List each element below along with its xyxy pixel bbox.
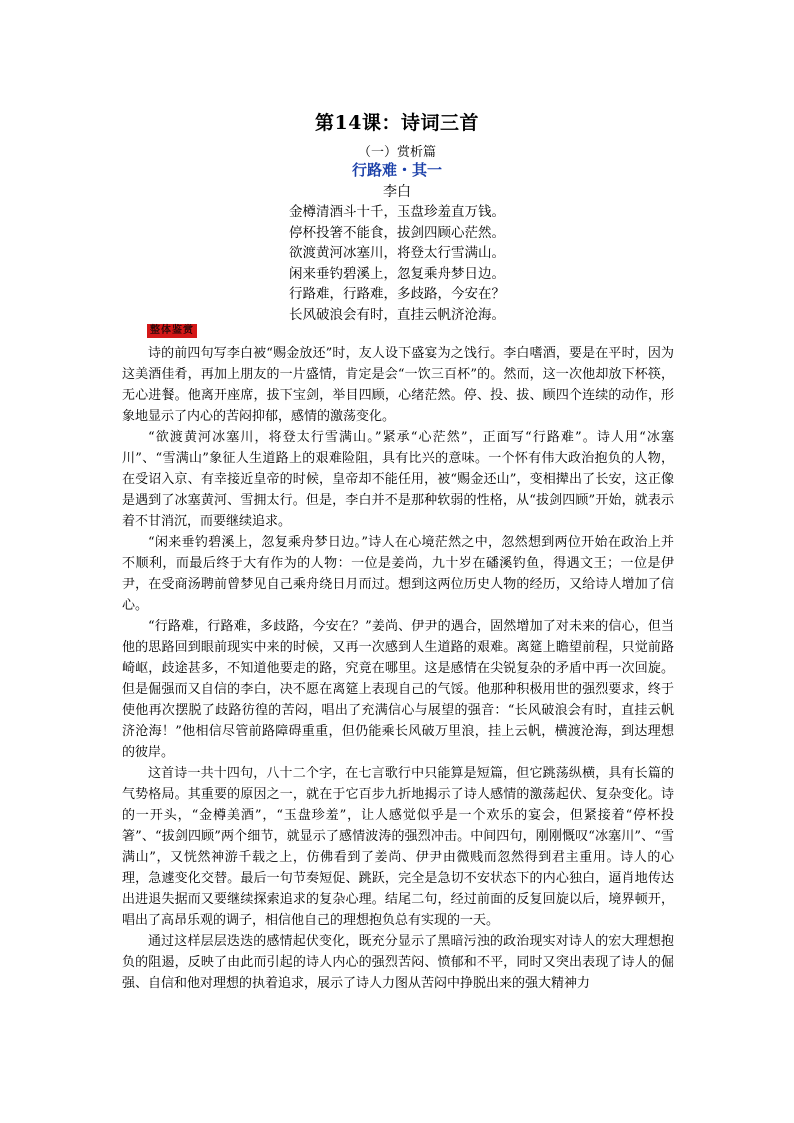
- section-tag: 整体鉴赏: [147, 324, 197, 338]
- poem-author: 李白: [383, 184, 411, 200]
- analysis-paragraph: 这首诗一共十四句，八十二个字，在七言歌行中只能算是短篇，但它跳荡纵横，具有长篇的气势格局。其重要的原因之一，就在于它百步九折地揭示了诗人感情的激荡起伏、复杂变化。诗的一开头，“金樽美酒”，“玉盘珍羞”，让人感觉似乎是一个欢乐的宴会，但紧接着“停杯投箸”、“拔剑四顾”两个细节，就显示了感情波涛的强烈冲击。中间四句，刚刚慨叹“冰塞川”、“雪满山”，又恍然神游千载之上，仿佛看到了姜尚、伊尹由微贱而忽然得到君主重用。诗人的心理，急遽变化交替。最后一句节奏短促、跳跃，完全是急切不安状态下的内心独白，逼肖地传达出进退失据而又要继续探索追求的复杂心理。结尾二句，经过前面的反复回旋以后，境界顿开，唱出了高昂乐观的调子，相信他自己的理想抱负总有实现的一天。: [122, 766, 674, 928]
- poem-line: 金樽清酒斗十千，玉盘珍羞直万钱。: [289, 204, 505, 220]
- analysis-paragraph: “欲渡黄河冰塞川，将登太行雪满山。”紧承“心茫然”，正面写“行路难”。诗人用“冰塞川”、“雪满山”象征人生道路上的艰难险阻，具有比兴的意味。一个怀有伟大政治抱负的人物，在受诏入京、有幸接近皇帝的时候，皇帝却不能任用，被“赐金还山”，变相撵出了长安，这正像是遇到了冰塞黄河、雪拥太行。但是，李白并不是那种软弱的性格，从“拔剑四顾”开始，就表示着不甘消沉，而要继续追求。: [122, 430, 674, 529]
- poem-line: 行路难，行路难，多歧路，今安在？: [289, 286, 505, 302]
- page-title: 第14课：诗词三首: [315, 112, 479, 134]
- analysis-paragraph: 诗的前四句写李白被“赐金放还”时，友人设下盛宴为之饯行。李白嗜酒，要是在平时，因为这美酒佳肴，再加上朋友的一片盛情，肯定是会“一饮三百杯”的。然而，这一次他却放下杯筷，无心进餐。他离开座席，拔下宝剑，举目四顾，心绪茫然。停、投、拔、顾四个连续的动作，形象地显示了内心的苦闷抑郁，感情的激荡变化。: [122, 346, 674, 424]
- analysis-paragraph: “行路难，行路难，多歧路，今安在？”姜尚、伊尹的遇合，固然增加了对未来的信心，但当他的思路回到眼前现实中来的时候，又再一次感到人生道路的艰难。离筵上瞻望前程，只觉前路崎岖，歧途甚多，不知道他要走的路，究竟在哪里。这是感情在尖锐复杂的矛盾中再一次回旋。但是倔强而又自信的李白，决不愿在离筵上表现自己的气馁。他那种积极用世的强烈要求，终于使他再次摆脱了歧路彷徨的苦闷，唱出了充满信心与展望的强音：“长风破浪会有时，直挂云帆济沧海！”他相信尽管前路障碍重重，但仍能乘长风破万里浪，挂上云帆，横渡沧海，到达理想的彼岸。: [122, 619, 674, 760]
- poem-line: 欲渡黄河冰塞川，将登太行雪满山。: [289, 245, 505, 261]
- poem-line: 长风破浪会有时，直挂云帆济沧海。: [289, 306, 505, 323]
- poem-text: [0, 202, 794, 325]
- section-subtitle: （一）赏析篇: [357, 145, 436, 160]
- poem-title: 行路难・其一: [351, 161, 442, 179]
- analysis-body: [122, 343, 674, 994]
- poem-line: 停杯投箸不能食，拔剑四顾心茫然。: [289, 224, 505, 241]
- analysis-paragraph: 通过这样层层迭迭的感情起伏变化，既充分显示了黑暗污浊的政治现实对诗人的宏大理想抱负的阻遏，反映了由此而引起的诗人内心的强烈苦闷、愤郁和不平，同时又突出表现了诗人的倔强、自信和他对理想的执着追求，展示了诗人力图从苦闷中挣脱出来的强大精神力: [122, 934, 674, 991]
- poem-line: 闲来垂钓碧溪上，忽复乘舟梦日边。: [289, 265, 505, 282]
- analysis-paragraph: “闲来垂钓碧溪上，忽复乘舟梦日边。”诗人在心境茫然之中，忽然想到两位开始在政治上并不顺利，而最后终于大有作为的人物：一位是姜尚，九十岁在磻溪钓鱼，得遇文王；一位是伊尹，在受商汤聘前曾梦见自己乘舟绕日月而过。想到这两位历史人物的经历，又给诗人增加了信心。: [122, 535, 674, 613]
